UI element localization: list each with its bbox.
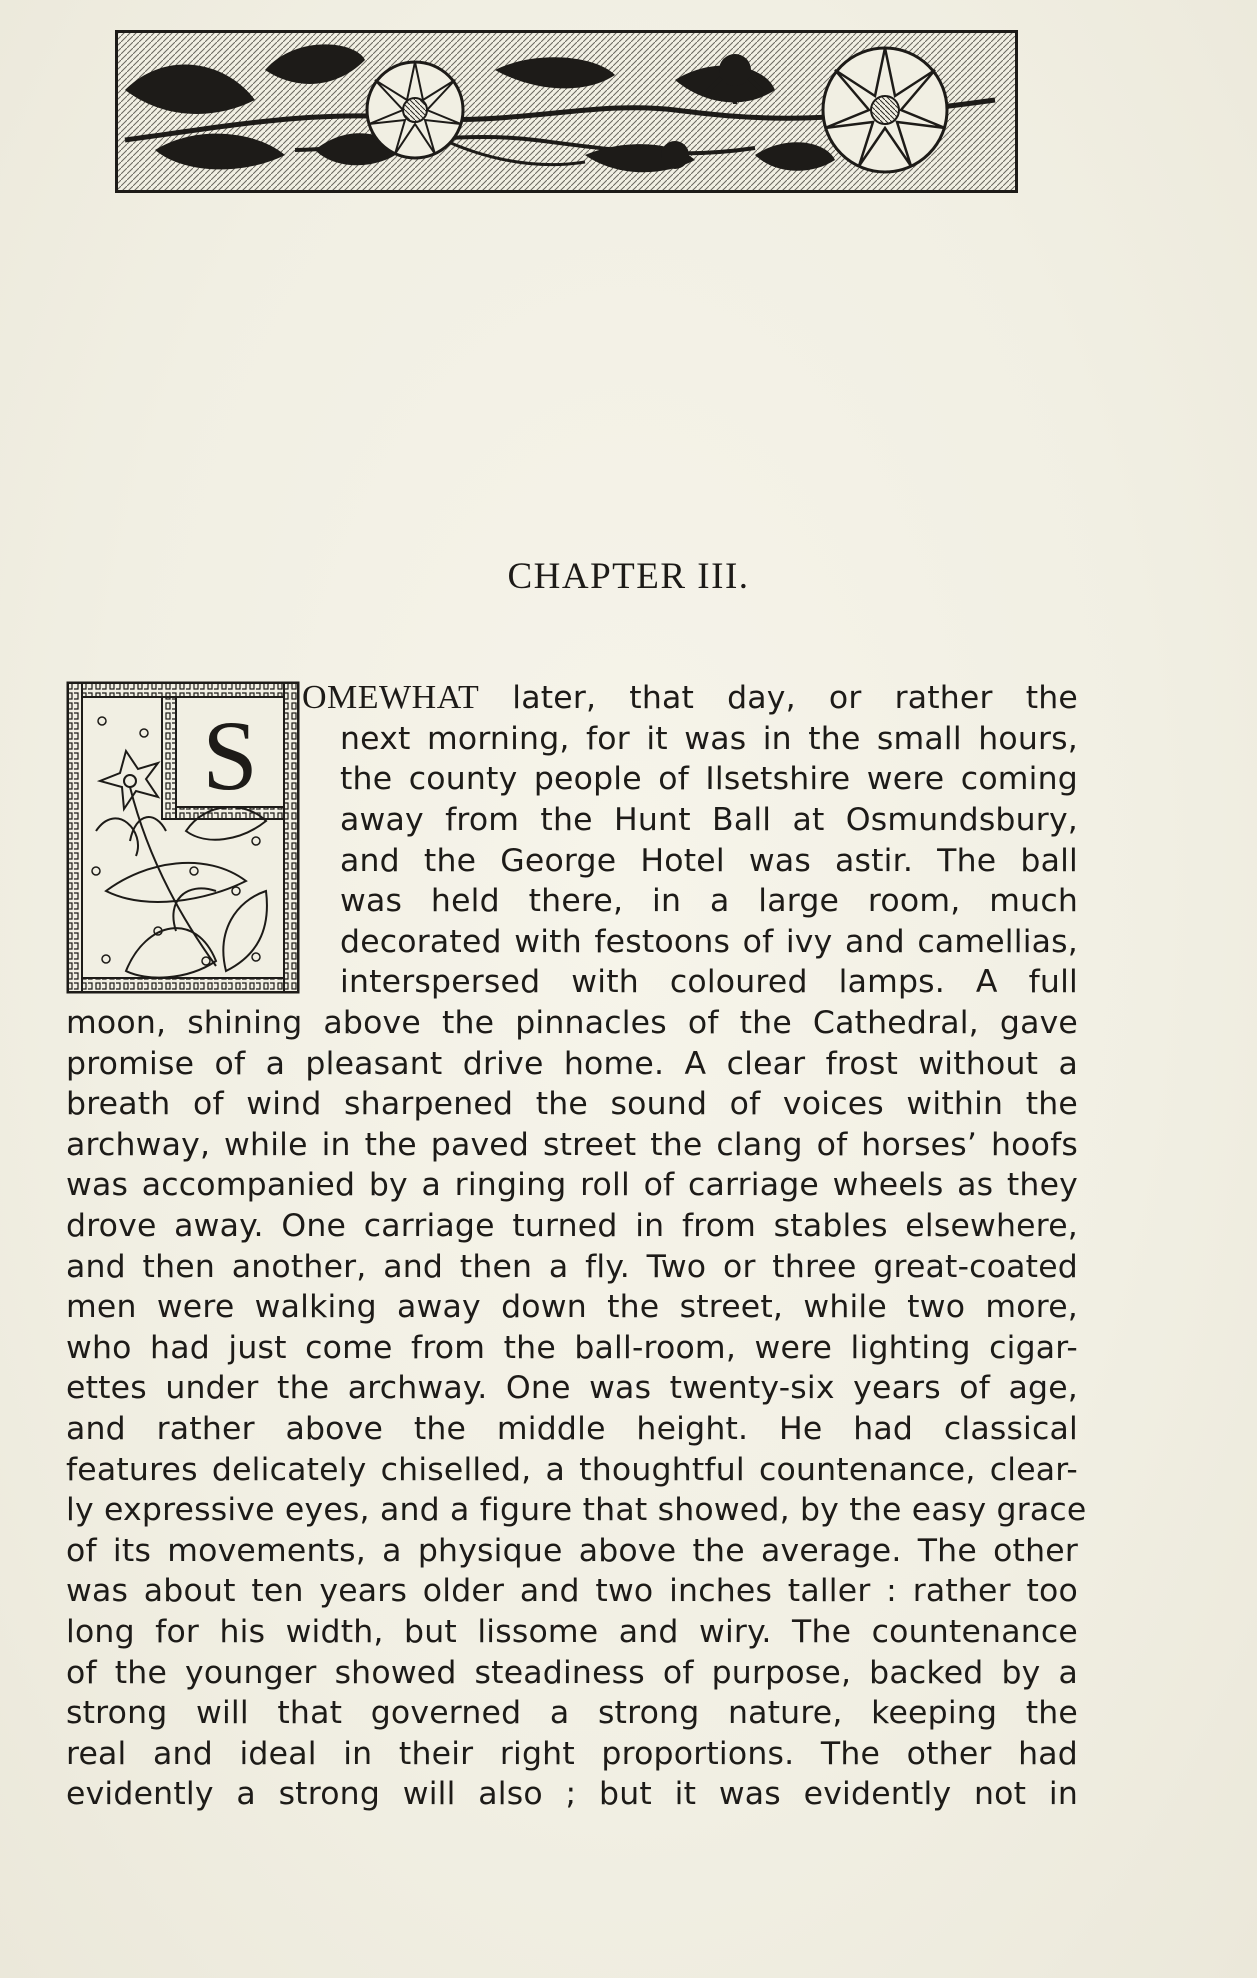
body-line-16: men were walking away down the street, while two more, — [66, 1289, 1078, 1325]
body-line-1 — [302, 678, 1078, 718]
body-line-25: of the younger showed steadiness of purpose, backed by a — [66, 1655, 1078, 1691]
body-line-11: breath of wind sharpened the sound of voices within the — [66, 1086, 1078, 1122]
body-line-14: drove away. One carriage turned in from stables elsewhere, — [66, 1208, 1078, 1244]
body-line-26: strong will that governed a strong nature, keeping the — [66, 1695, 1078, 1731]
floral-initial-ornament — [66, 681, 300, 994]
body-line-21: ly expressive eyes, and a figure that showed, by the easy grace — [66, 1492, 1087, 1528]
body-line-17: who had just come from the ball-room, were lighting cigar- — [66, 1330, 1078, 1366]
body-line-22: of its movements, a physique above the average. The other — [66, 1533, 1078, 1569]
dropcap-letter: S — [202, 700, 258, 811]
chapter-title: CHAPTER III. — [507, 556, 750, 597]
body-line-18: ettes under the archway. One was twenty-six years of age, — [66, 1370, 1078, 1406]
body-line-4: away from the Hunt Ball at Osmundsbury, — [340, 802, 1078, 838]
body-line-9: moon, shining above the pinnacles of the Cathedral, gave — [66, 1005, 1078, 1041]
first-word: OMEWHAT — [302, 679, 480, 716]
body-line-28: evidently a strong will also ; but it was evidently not in — [66, 1776, 1078, 1812]
body-line-20: features delicately chiselled, a thoughtful countenance, clear- — [66, 1452, 1078, 1488]
first-line-rest: later, that day, or rather the — [479, 680, 1078, 716]
body-line-10: promise of a pleasant drive home. A clear frost without a — [66, 1046, 1078, 1082]
body-line-19: and rather above the middle height. He had classical — [66, 1411, 1078, 1447]
body-line-2: next morning, for it was in the small hours, — [340, 721, 1078, 757]
body-line-24: long for his width, but lissome and wiry. The countenance — [66, 1614, 1078, 1650]
floral-headpiece-ornament — [115, 30, 1018, 193]
body-line-3: the county people of Ilsetshire were coming — [340, 761, 1078, 797]
body-line-27: real and ideal in their right proportions. The other had — [66, 1736, 1078, 1772]
body-line-5: and the George Hotel was astir. The ball — [340, 843, 1078, 879]
body-line-12: archway, while in the paved street the clang of horses’ hoofs — [66, 1127, 1078, 1163]
body-line-15: and then another, and then a fly. Two or three great-coated — [66, 1249, 1078, 1285]
body-line-7: decorated with festoons of ivy and camellias, — [340, 924, 1078, 960]
body-line-23: was about ten years older and two inches taller : rather too — [66, 1573, 1078, 1609]
body-line-6: was held there, in a large room, much — [340, 883, 1078, 919]
body-line-8: interspersed with coloured lamps. A full — [340, 964, 1078, 1000]
body-line-13: was accompanied by a ringing roll of carriage wheels as they — [66, 1167, 1078, 1203]
